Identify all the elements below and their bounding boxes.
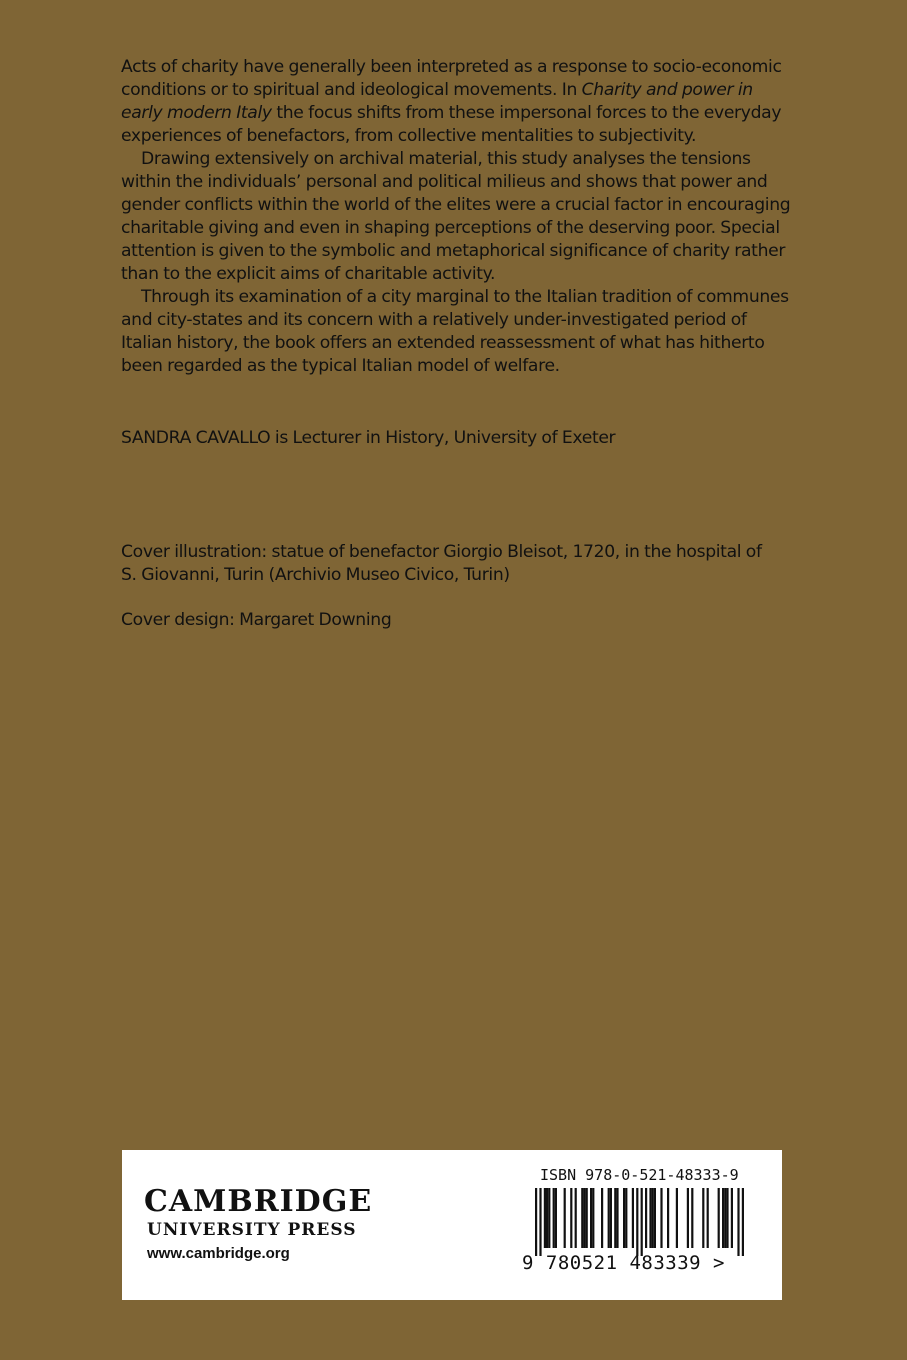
barcode-bar — [645, 1188, 647, 1248]
cover-design-credit: Cover design: Margaret Downing — [121, 610, 392, 630]
barcode-bar — [623, 1188, 625, 1248]
barcode-bar — [616, 1188, 618, 1248]
cover-illustration-line-1: Cover illustration: statue of benefactor Giorgio Bleisot, 1720, in the hospital of — [121, 542, 762, 562]
barcode-bar — [535, 1188, 537, 1256]
barcode-bar — [722, 1188, 724, 1248]
barcode-bar — [564, 1188, 566, 1248]
barcode-bar — [649, 1188, 651, 1248]
barcode-bar — [731, 1188, 733, 1248]
barcode-bar — [687, 1188, 689, 1248]
barcode-bar — [676, 1188, 678, 1248]
barcode-bar — [691, 1188, 693, 1248]
blurb-p1-end: the focus shifts from these impersonal forces to the everyday experiences of benefactors, from collective mentalities to subjectivity. — [121, 103, 782, 146]
barcode-bar — [632, 1188, 634, 1248]
blurb-paragraph-1 — [121, 56, 791, 148]
barcode-bar — [660, 1188, 662, 1248]
barcode-bar — [570, 1188, 572, 1248]
isbn-label: ISBN 978-0-521-48333-9 — [540, 1166, 739, 1184]
barcode-bar — [726, 1188, 728, 1248]
barcode-bar — [583, 1188, 585, 1248]
barcode-bar — [702, 1188, 704, 1248]
publisher-panel — [122, 1150, 782, 1300]
barcode-bar — [544, 1188, 546, 1248]
barcode-bar — [555, 1188, 557, 1248]
book-title-italic: Charity and power in early modern Italy — [121, 80, 753, 123]
barcode-bar — [575, 1188, 577, 1248]
blurb-paragraph-2: Drawing extensively on archival material, this study analyses the tensions within the individuals’ personal and political milieus and shows that power and gender conflicts within the world of the elites were a crucial factor in encouraging charitable giving and even in shaping perceptions of the deserving poor. Special attention is given to the symbolic and metaphorical significance of charity rather than to the explicit aims of charitable activity. — [121, 149, 791, 284]
barcode-bar — [652, 1188, 654, 1248]
barcode-bar — [641, 1188, 643, 1256]
barcode-bar — [548, 1188, 550, 1248]
barcode-bar — [707, 1188, 709, 1248]
barcode-bar — [737, 1188, 739, 1256]
barcode-bar — [667, 1188, 669, 1248]
barcode-bar — [742, 1188, 744, 1256]
barcode-bar — [553, 1188, 555, 1248]
publisher-url[interactable]: www.cambridge.org — [147, 1245, 290, 1262]
barcode-bar — [654, 1188, 656, 1248]
barcode-bar — [636, 1188, 638, 1256]
barcode-bar — [724, 1188, 726, 1248]
barcode-bar — [608, 1188, 610, 1248]
barcode-bar — [539, 1188, 541, 1256]
barcode-bar — [586, 1188, 588, 1248]
publisher-logo-name: CAMBRIDGE — [144, 1184, 373, 1219]
cover-illustration-line-2: S. Giovanni, Turin (Archivio Museo Civico, Turin) — [121, 565, 510, 585]
barcode-digits: 9 780521 483339 > — [522, 1252, 725, 1274]
blurb-paragraph-3: Through its examination of a city marginal to the Italian tradition of communes and city-states and its concern with a relatively under-investigated period of Italian history, the book offers an extended reassessment of what has hitherto been regarded as the typical Italian model of welfare. — [121, 287, 789, 376]
barcode-icon — [535, 1188, 755, 1256]
barcode-bar — [590, 1188, 592, 1248]
barcode-bar — [614, 1188, 616, 1248]
cover-illustration-credit — [121, 541, 801, 587]
author-note: SANDRA CAVALLO is Lecturer in History, University of Exeter — [121, 428, 616, 448]
barcode-bar — [718, 1188, 720, 1248]
barcode-bar — [625, 1188, 627, 1248]
barcode-bar — [581, 1188, 583, 1248]
barcode-bar — [610, 1188, 612, 1248]
blurb-text — [121, 56, 791, 378]
blurb-p1-start: Acts of charity have generally been interpreted as a response to socio-economic conditions or to spiritual and ideological movements. In — [121, 57, 782, 100]
barcode-bar — [592, 1188, 594, 1248]
barcode-bar — [601, 1188, 603, 1248]
barcode-bar — [546, 1188, 548, 1248]
publisher-logo-subname: UNIVERSITY PRESS — [147, 1220, 357, 1240]
